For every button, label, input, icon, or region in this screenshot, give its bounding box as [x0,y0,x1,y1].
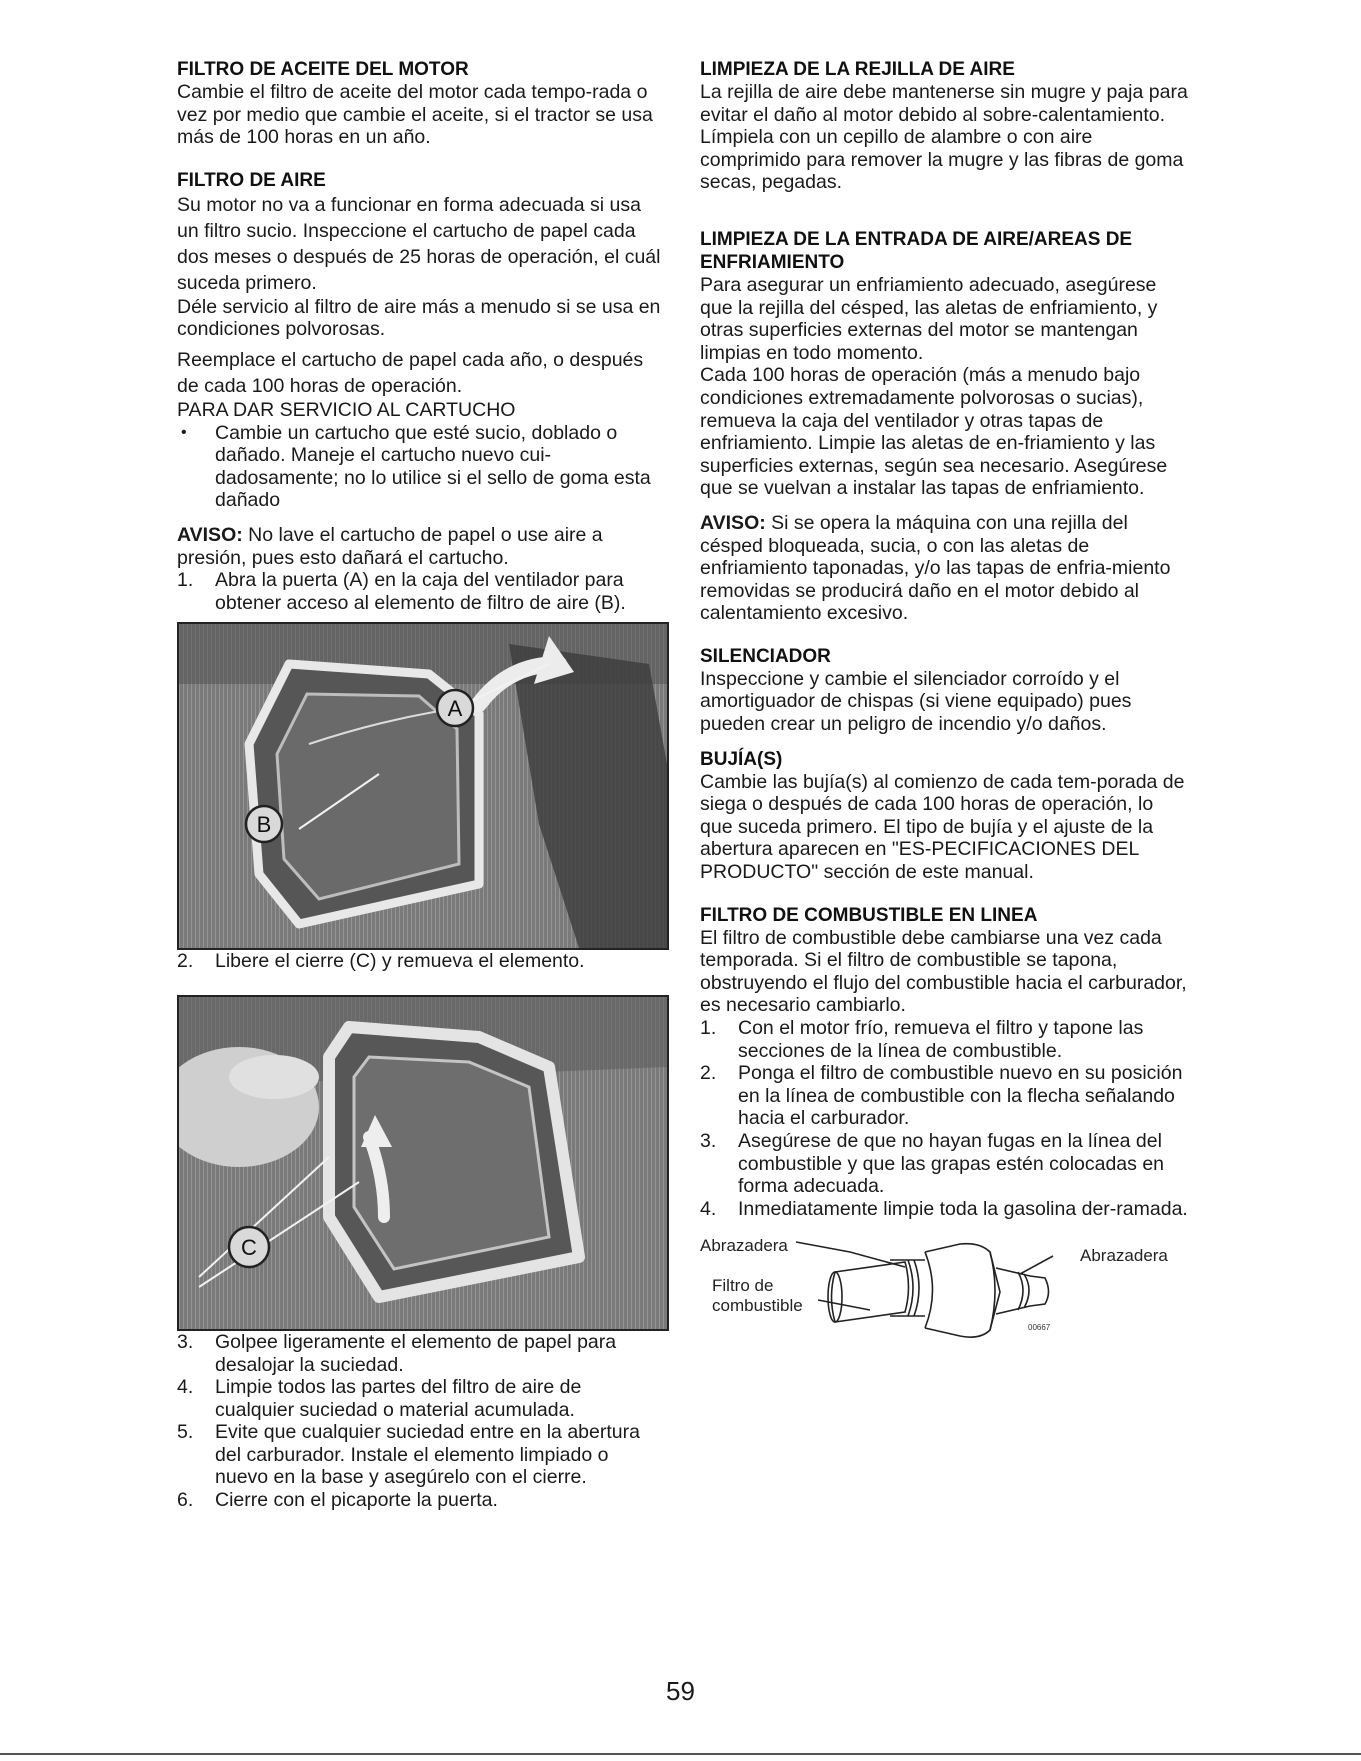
cooling-p1: Para asegurar un enfriamiento adecuado, asegúrese que la rejilla del césped, las aletas de enfriamiento, y otras superficies externas del motor se mantengan limpias en todo momento. [700,273,1158,364]
fuel-filter-text: El filtro de combustible debe cambiarse una vez cada temporada. Si el filtro de combustible se tapona, obstruyendo el flujo del combustible hacia el carburador, es necesario cambiarlo. [700,926,1187,1017]
step-text: Evite que cualquier suciedad entre en la abertura del carburador. Instale el elemento limpiado o nuevo en la base y asegúrelo con el cierre. [215,1421,640,1489]
step-number: 4. [700,1197,717,1220]
service-title: PARA DAR SERVICIO AL CARTUCHO [177,398,516,421]
step-number: 4. [177,1376,194,1399]
label-clamp-left: Abrazadera [700,1236,788,1256]
step-item [700,1130,1190,1198]
steps-2 [177,950,665,973]
spark-plug-text: Cambie las bujía(s) al comienzo de cada tem-porada de siega o después de cada 100 horas de operación, lo que suceda primero. El tipo de bujía y el ajuste de la abertura aparecen en "ES-PECIFICACIONES DEL PRODUCTO" sección de este manual. [700,770,1185,884]
step-text: Limpie todos las partes del filtro de aire de cualquier suciedad o material acumulada. [215,1376,582,1421]
step-text: Golpee ligeramente el elemento de papel para desalojar la suciedad. [215,1330,617,1376]
step-number: 1. [177,569,194,592]
screen-cleaning-heading: LIMPIEZA DE LA REJILLA DE AIRE [700,59,1015,80]
label-fuel-filter-line2: combustible [712,1296,803,1316]
steps-3-6 [177,1331,665,1512]
right-column [700,58,1190,1352]
photo-illustration [179,997,667,1329]
bullet-item: • Cambie un cartucho que esté sucio, doblado o dañado. Maneje el cartucho nuevo cui-dadosamente; no lo utilice si el sello de goma esta dañado [177,422,665,512]
aviso-text: Si se opera la máquina con una rejilla del césped bloqueada, sucia, o con las aletas de enfriamiento taponadas, y/o las tapas de enfria-miento removidas se producirá daño en el motor debido al calentamiento excesivo. [700,511,1171,625]
step-text: Inmediatamente limpie toda la gasolina der-ramada. [738,1197,1188,1220]
page-number: 59 [666,1676,695,1706]
label-b: B [256,812,272,838]
muffler-text: Inspeccione y cambie el silenciador corroído y el amortiguador de chispas (si viene equipado) pues pueden crear un peligro de incendio y/o daños. [700,667,1132,736]
step-item [700,1017,1190,1062]
step-text: Libere el cierre (C) y remueva el elemento. [215,950,585,973]
aviso-label: AVISO: [177,523,243,546]
steps-1 [177,569,665,614]
aviso-air-filter [177,524,665,569]
air-filter-p2: Déle servicio al filtro de aire más a menudo si se usa en condiciones polvorosas. [177,295,661,341]
step-text: Con el motor frío, remueva el filtro y tapone las secciones de la línea de combustible. [738,1017,1144,1062]
aviso-cooling [700,512,1190,625]
figure-fan-housing-door [177,622,669,950]
step-text: Cierre con el picaporte la puerta. [215,1489,498,1512]
label-a: A [447,696,463,722]
spark-plug-heading: BUJÍA(S) [700,748,783,770]
step-number: 2. [700,1062,717,1085]
step-text: Ponga el filtro de combustible nuevo en su posición en la línea de combustible con la flecha señalando hacia el carburador. [738,1062,1183,1130]
label-c: C [241,1234,257,1260]
bottom-rule [0,1753,1361,1755]
step-item [177,950,665,973]
oil-filter-text: Cambie el filtro de aceite del motor cada tempo-rada o vez por medio que cambie el aceite, si el tractor se usa más de 100 horas en un año. [177,81,653,149]
muffler-heading: SILENCIADOR [700,645,831,667]
step-item [177,1421,665,1489]
step-item [177,1331,665,1376]
cooling-heading: LIMPIEZA DE LA ENTRADA DE AIRE/AREAS DE ENFRIAMIENTO [700,228,1133,273]
fuel-filter-heading: FILTRO DE COMBUSTIBLE EN LINEA [700,904,1038,926]
label-fuel-filter-line1: Filtro de [712,1276,774,1296]
step-number: 6. [177,1489,194,1512]
air-filter-p1: Su motor no va a funcionar en forma adecuada si usa un filtro sucio. Inspeccione el cartucho de papel cada dos meses o después de 25 horas de operación, el cuál suceda primero. [177,193,661,294]
step-item [700,1062,1190,1130]
step-number: 1. [700,1017,717,1039]
step-number: 2. [177,950,194,973]
step-text: Asegúrese de que no hayan fugas en la línea del combustible y que las grapas estén colocadas en forma adecuada. [738,1129,1165,1198]
step-item [177,1489,665,1512]
aviso-label: AVISO: [700,511,766,534]
screen-cleaning-text: La rejilla de aire debe mantenerse sin mugre y paja para evitar el daño al motor debido al sobre-calentamiento. Límpiela con un cepillo de alambre o con aire comprimido para remover la mugre y las fibras de goma secas, pegadas. [700,81,1188,194]
fuel-filter-diagram [700,1232,1190,1352]
diagram-code: 00667 [1028,1323,1051,1333]
label-clamp-right: Abrazadera [1080,1246,1168,1266]
left-column [177,58,665,1512]
step-number: 3. [177,1330,194,1353]
step-number: 5. [177,1421,194,1444]
cooling-p2: Cada 100 horas de operación (más a menudo bajo condiciones extremadamente polvorosas o sucias), remueva la caja del ventilador y otras tapas de enfriamiento. Limpie las aletas de en-friamiento y las superficies externas, según sea necesario. Asegúrese que se vuelvan a instalar las tapas de enfriamiento. [700,364,1168,500]
figure-filter-latch [177,995,669,1331]
air-filter-p3: Reemplace el cartucho de papel cada año, o después de cada 100 horas de operación. [177,348,644,397]
fuel-filter-steps [700,1017,1190,1220]
photo-illustration [179,624,667,948]
step-item [700,1198,1190,1221]
oil-filter-heading: FILTRO DE ACEITE DEL MOTOR [177,59,469,80]
service-bullets [177,422,665,512]
step-number: 3. [700,1129,717,1152]
step-item [177,569,665,614]
air-filter-heading: FILTRO DE AIRE [177,169,326,191]
step-item [177,1376,665,1421]
aviso-text: No lave el cartucho de papel o use aire a presión, pues esto dañará el cartucho. [177,523,603,569]
step-text: Abra la puerta (A) en la caja del ventilador para obtener acceso al elemento de filtro de aire (B). [215,569,626,614]
